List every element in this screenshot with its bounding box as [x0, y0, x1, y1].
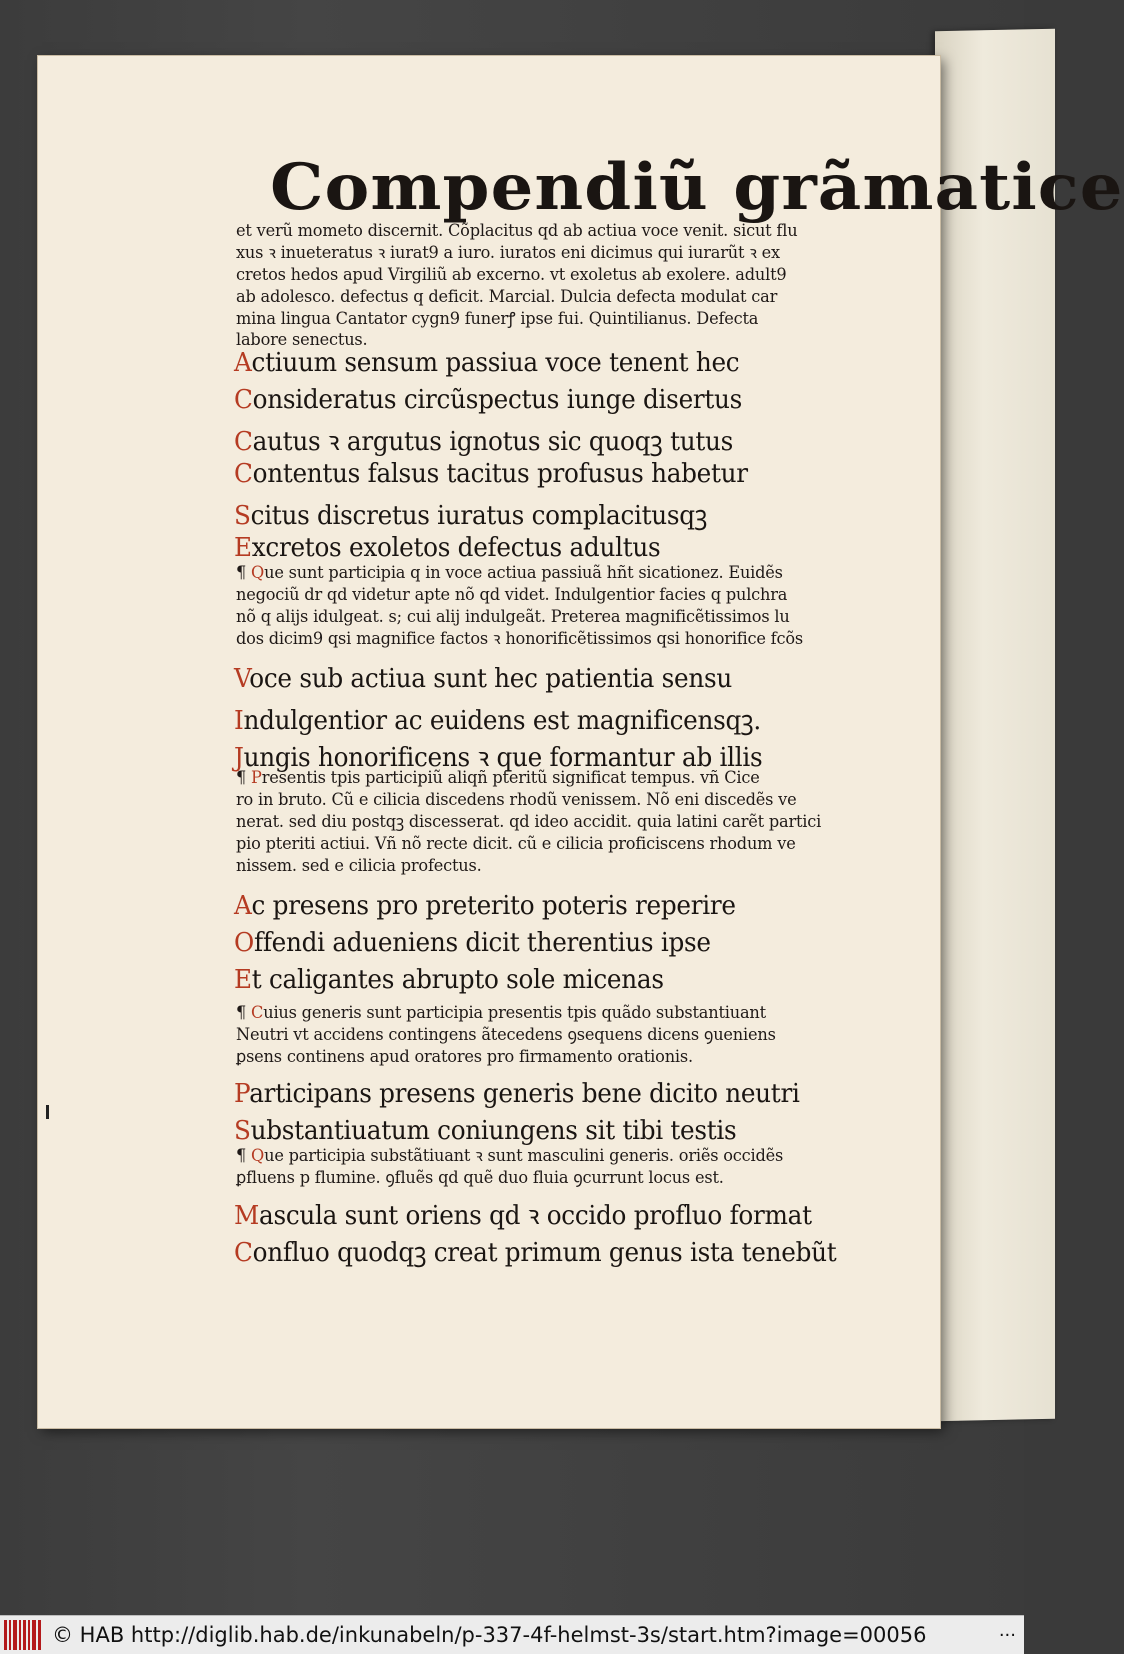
page-text: [38, 56, 1124, 1428]
gloss-line: nissem. sed e cilicia profectus.: [236, 856, 482, 875]
gloss-line: nerat. sed diu postqꝫ discesserat. qd ideo accidit. quia latini carẽt partici: [236, 812, 822, 831]
verse-line: Et caligantes abrupto sole micenas: [234, 965, 664, 995]
gloss-line: cretos hedos apud Virgiliũ ab excerno. vt exoletus ab exolere. adult9: [236, 265, 787, 284]
verse-line: Confluo quodqꝫ creat primum genus ista tenebũt: [234, 1238, 837, 1268]
verse-line: Consideratus circũspectus iunge disertus: [234, 385, 743, 415]
gloss-line: mina lingua Cantator cygn9 funerꝭ ipse fui. Quintilianus. Defecta: [236, 309, 759, 328]
gloss-line: labore senectus.: [236, 330, 368, 349]
verse-line: Contentus falsus tacitus profusus habetur: [234, 459, 748, 489]
verse-line: Scitus discretus iuratus complacitusqꝫ: [234, 501, 708, 531]
verse-line: Indulgentior ac euidens est magnificensqꝫ.: [234, 706, 761, 736]
page-heading: Compendiũ grãmatice: [270, 150, 1124, 225]
gloss-line: ab adolesco. defectus q deficit. Marcial. Dulcia defecta modulat car: [236, 287, 778, 306]
gloss-line: ꝑsens continens apud oratores pro firmamento orationis.: [236, 1047, 693, 1066]
verse-line: Jungis honorificens ꝛ que formantur ab illis: [234, 743, 763, 773]
copyright-url[interactable]: © HAB http://diglib.hab.de/inkunabeln/p-337-4f-helmst-3s/start.htm?image=00056: [52, 1623, 927, 1647]
gloss-line: Neutri vt accidens contingens ãtecedens ꝯsequens dicens ꝯueniens: [236, 1025, 776, 1044]
verse-line: Substantiuatum coniungens sit tibi testis: [234, 1116, 737, 1146]
verse-line: Actiuum sensum passiua voce tenent hec: [234, 348, 740, 378]
gutter-mark: [46, 1105, 49, 1119]
footer-bar: [0, 1615, 1024, 1654]
gloss-line: ¶ Que sunt participia q in voce actiua passiuã hñt sicationez. Euidẽs: [236, 563, 783, 582]
gloss-line: ¶ Cuius generis sunt participia presentis tpis quãdo substantiuant: [236, 1003, 766, 1022]
verse-line: Offendi adueniens dicit therentius ipse: [234, 928, 711, 958]
gloss-line: ro in bruto. Cũ e cilicia discedens rhodũ venissem. Nõ eni discedẽs ve: [236, 790, 797, 809]
gloss-line: xus ꝛ inueteratus ꝛ iurat9 a iuro. iuratos eni dicimus qui iurarũt ꝛ ex: [236, 243, 780, 262]
next-leaf: [935, 29, 1055, 1422]
gloss-line: ¶ Presentis tpis participiũ aliqñ pteritũ significat tempus. vñ Cice: [236, 768, 760, 787]
book-page: [38, 56, 1124, 1428]
gloss-line: ¶ Que participia substãtiuant ꝛ sunt masculini generis. oriẽs occidẽs: [236, 1146, 784, 1165]
gloss-line: dos dicim9 qsi magnifice factos ꝛ honorificẽtissimos qsi honorifice fcõs: [236, 629, 803, 648]
hab-logo-icon: [4, 1620, 44, 1650]
gloss-line: negociũ dr qd videtur apte nõ qd videt. Indulgentior facies q pulchra: [236, 585, 788, 604]
gloss-line: nõ q alijs idulgeat. s; cui alij indulgeãt. Preterea magnificẽtissimos lu: [236, 607, 790, 626]
verse-line: Participans presens generis bene dicito neutri: [234, 1079, 800, 1109]
verse-line: Mascula sunt oriens qd ꝛ occido profluo format: [234, 1201, 812, 1231]
verse-line: Cautus ꝛ argutus ignotus sic quoqꝫ tutus: [234, 427, 734, 457]
gloss-line: ꝑfluens p flumine. ꝯfluẽs qd quẽ duo fluia ꝯcurrunt locus est.: [236, 1168, 724, 1187]
gloss-line: pio pteriti actiui. Vñ nõ recte dicit. cũ e cilicia proficiscens rhodum ve: [236, 834, 796, 853]
more-icon[interactable]: ···: [998, 1624, 1016, 1646]
verse-line: Ac presens pro preterito poteris reperire: [234, 891, 736, 921]
gloss-line: et verũ mometo discernit. Cõplacitus qd ab actiua voce venit. sicut flu: [236, 221, 798, 240]
verse-line: Voce sub actiua sunt hec patientia sensu: [234, 664, 733, 694]
verse-line: Excretos exoletos defectus adultus: [234, 533, 661, 563]
